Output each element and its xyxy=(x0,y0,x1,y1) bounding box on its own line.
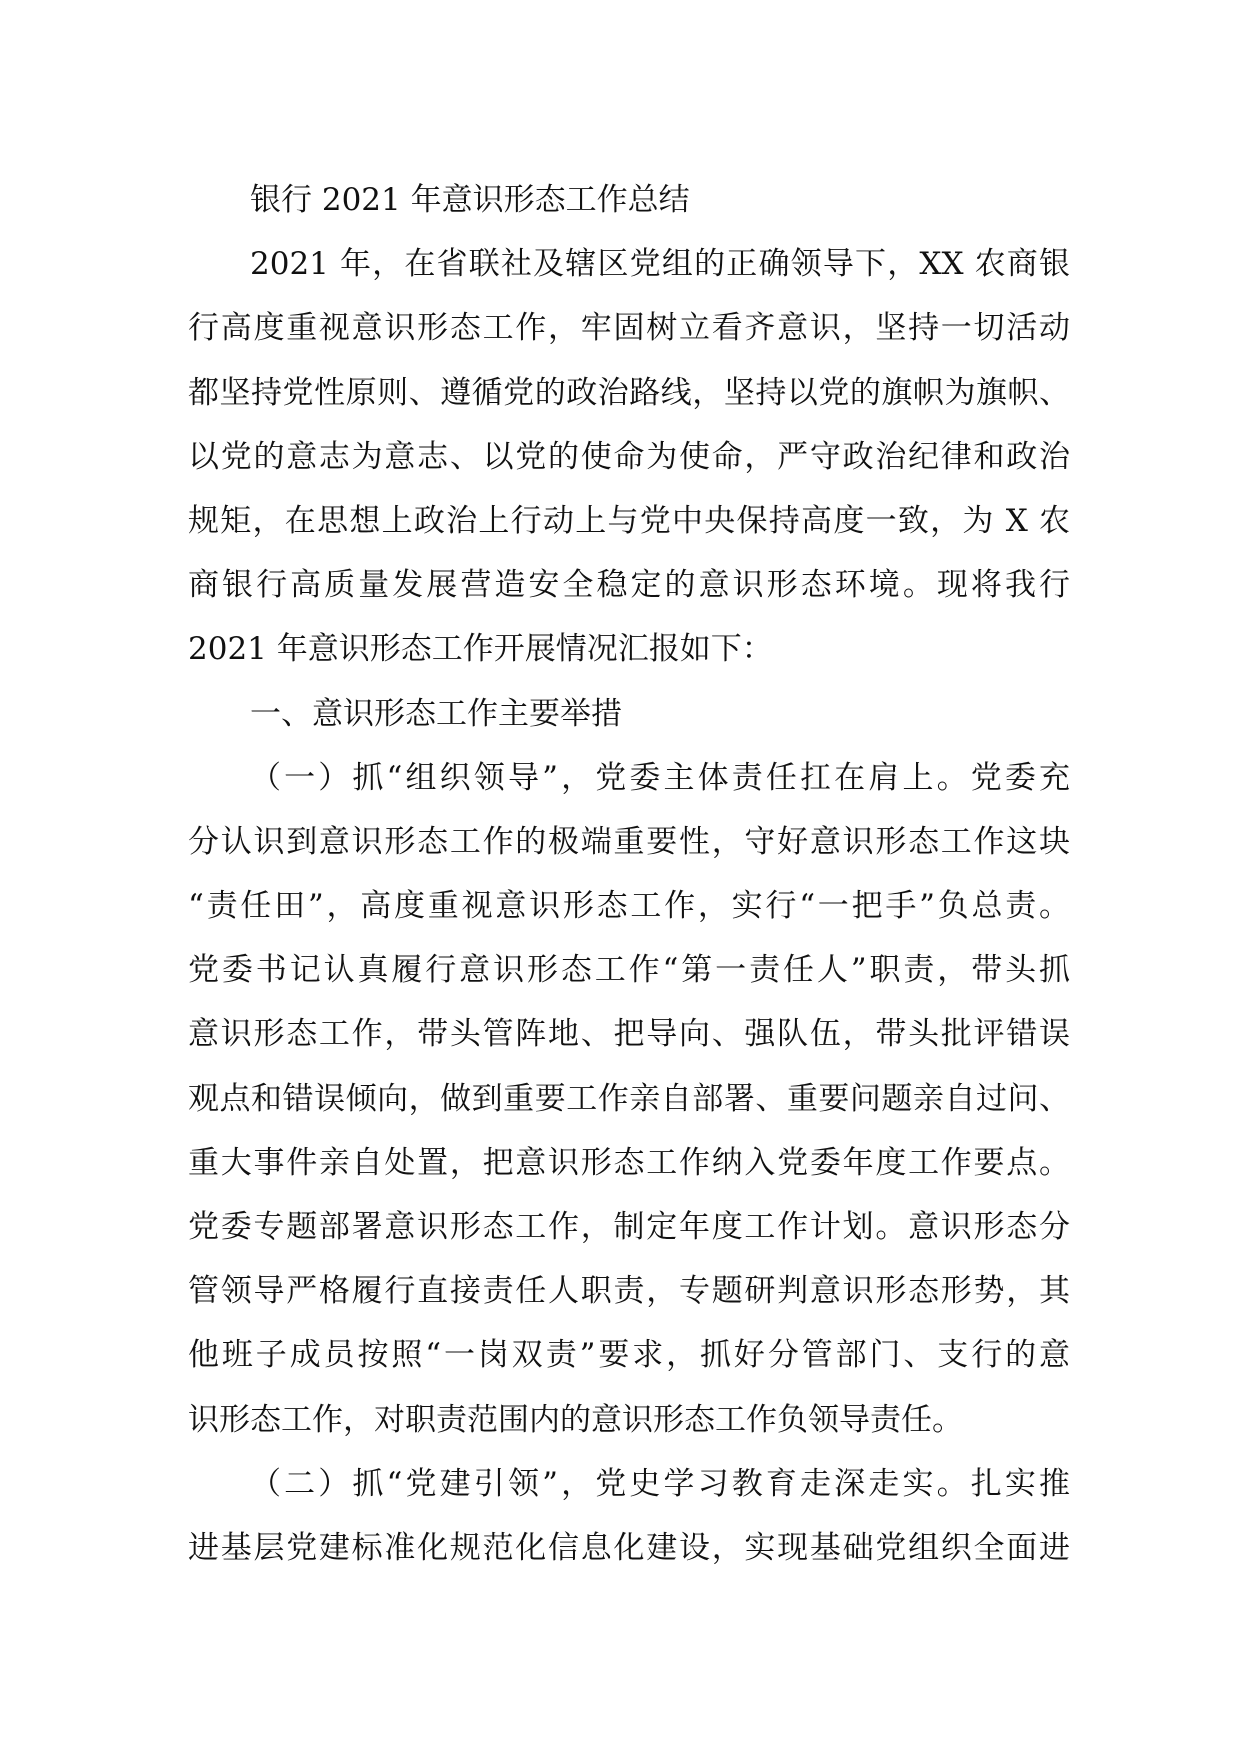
paragraph-line: 2021 年，在省联社及辖区党组的正确领导下，XX 农商银 xyxy=(250,246,1070,283)
paragraph-line: 规矩，在思想上政治上行动上与党中央保持高度一致，为 X 农 xyxy=(188,502,1070,539)
paragraph-line: 行高度重视意识形态工作，牢固树立看齐意识，坚持一切活动 xyxy=(188,310,1070,347)
paragraph-line: 观点和错误倾向，做到重要工作亲自部署、重要问题亲自过问、 xyxy=(188,1080,1070,1117)
paragraph-line: 2021 年意识形态工作开展情况汇报如下： xyxy=(188,631,773,668)
paragraph-line: 重大事件亲自处置，把意识形态工作纳入党委年度工作要点。 xyxy=(188,1144,1070,1181)
document-body xyxy=(188,168,1070,1580)
paragraph-line: 他班子成员按照“一岗双责”要求，抓好分管部门、支行的意 xyxy=(188,1337,1070,1374)
section-heading: 一、意识形态工作主要举措 xyxy=(250,695,622,732)
paragraph-line: 以党的意志为意志、以党的使命为使命，严守政治纪律和政治 xyxy=(188,438,1070,475)
document-title: 银行 2021 年意识形态工作总结 xyxy=(250,182,690,218)
paragraph-line: 商银行高质量发展营造安全稳定的意识形态环境。现将我行 xyxy=(188,567,1070,604)
paragraph-line: 管领导严格履行直接责任人职责，专题研判意识形态形势，其 xyxy=(188,1273,1070,1310)
subsection-heading-line: （一）抓“组织领导”，党委主体责任扛在肩上。党委充 xyxy=(250,759,1070,796)
paragraph-line: 分认识到意识形态工作的极端重要性，守好意识形态工作这块 xyxy=(188,823,1070,860)
paragraph-line: 进基层党建标准化规范化信息化建设，实现基础党组织全面进 xyxy=(188,1529,1070,1566)
subsection-heading-line: （二）抓“党建引领”，党史学习教育走深走实。扎实推 xyxy=(250,1465,1070,1502)
paragraph-line: 党委专题部署意识形态工作，制定年度工作计划。意识形态分 xyxy=(188,1209,1070,1245)
paragraph-line: 都坚持党性原则、遵循党的政治路线，坚持以党的旗帜为旗帜、 xyxy=(188,374,1070,411)
paragraph-line: 意识形态工作，带头管阵地、把导向、强队伍，带头批评错误 xyxy=(188,1016,1070,1053)
paragraph-line: 党委书记认真履行意识形态工作“第一责任人”职责，带头抓 xyxy=(188,952,1070,989)
paragraph-line: 识形态工作，对职责范围内的意识形态工作负领导责任。 xyxy=(188,1401,963,1438)
paragraph-line: “责任田”，高度重视意识形态工作，实行“一把手”负总责。 xyxy=(188,888,1070,925)
